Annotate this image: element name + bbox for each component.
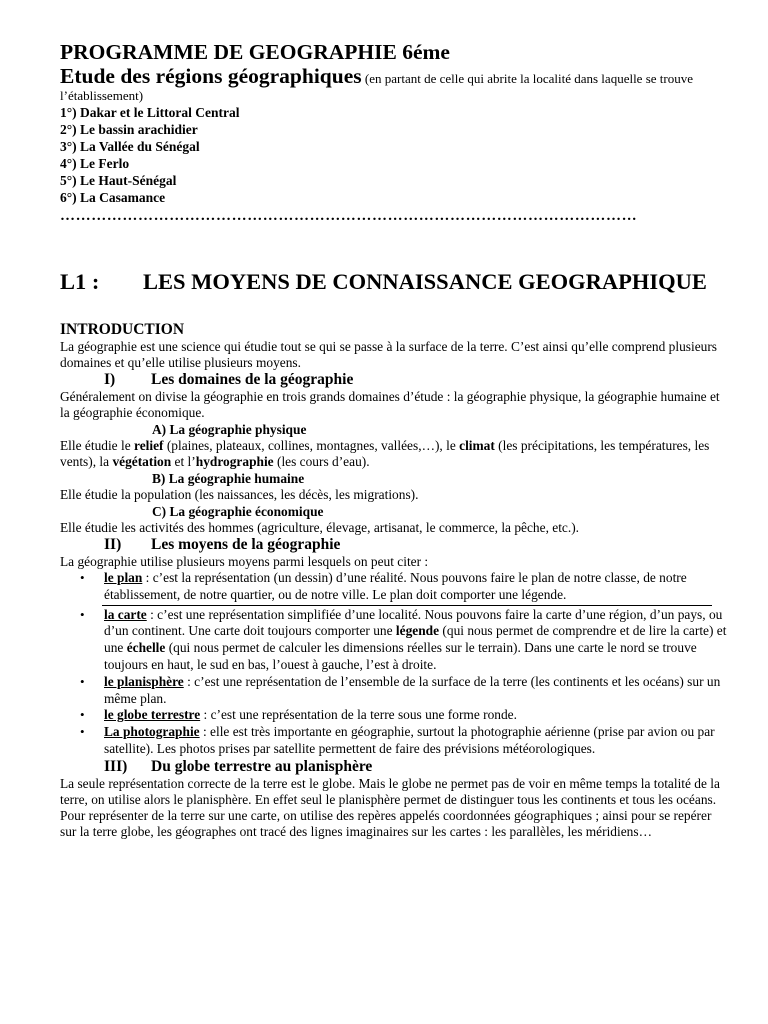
regions-list — [60, 104, 728, 206]
section-3-paragraph-2: Pour représenter de la terre sur une carte, on utilise des repères appelés coordonnées géographiques ; ainsi pour se repérer sur la terre globe, les géographes ont tracé des lignes imaginaires sur les cartes : les parallèles, les méridiens… — [60, 807, 712, 839]
region-item: 2°) Le bassin arachidier — [60, 122, 198, 137]
text-run: (qui nous permet de calculer les dimensions réelles sur le terrain). Dans une carte le nord se trouve toujours en haut, le sud en bas, l’ouest à gauche, l’est à droite. — [104, 640, 697, 672]
bullet-icon: • — [80, 707, 85, 723]
text-run: (les cours d’eau). — [273, 454, 370, 469]
intro-heading: INTRODUCTION — [60, 321, 185, 338]
subtitle-main: Etude des régions géographiques — [60, 64, 362, 88]
subsection-b-heading: B) La géographie humaine — [152, 471, 305, 486]
means-item-photo — [60, 724, 728, 758]
region-item: 1°) Dakar et le Littoral Central — [60, 105, 240, 120]
term-photo: La photographie — [104, 724, 200, 740]
keyword-vegetation: végétation — [112, 454, 172, 469]
keyword-relief: relief — [134, 438, 164, 453]
section-1-title: Les domaines de la géographie — [151, 371, 354, 388]
means-list — [60, 570, 728, 604]
means-list-continued — [60, 607, 728, 758]
text-run: (plaines, plateaux, collines, montagnes, vallées,…), le — [163, 438, 460, 453]
text-run: : elle est très importante en géographie, surtout la photographie aérienne (prise par avion ou par satellite). Les photos prises par satellite permettent de faire des prévisions météorologiques. — [104, 724, 715, 756]
intro-paragraph: La géographie est une science qui étudie tout se qui se passe à la surface de la terre. C’est ainsi qu’elle comprend plusieurs domaines et qu’elle utilise plusieurs moyens. — [60, 339, 718, 370]
section-1-heading — [104, 371, 728, 389]
region-item: 5°) Le Haut-Sénégal — [60, 173, 177, 188]
text-run: : c’est une représentation de la terre sous une forme ronde. — [200, 707, 517, 723]
subsection-c-heading: C) La géographie économique — [152, 504, 324, 519]
lesson-heading — [60, 267, 728, 296]
lesson-title: LES MOYENS DE CONNAISSANCE GEOGRAPHIQUE — [143, 269, 707, 294]
section-2-heading — [104, 536, 728, 554]
keyword-legende: légende — [395, 623, 440, 639]
section-3-paragraph-1: La seule représentation correcte de la terre est le globe. Mais le globe ne permet pas de voir en même temps la totalité de la terre, on utilise alors le planisphère. En effet seul le planisphère permet de distinguer tous les continents et tous les océans. — [60, 775, 720, 807]
section-2-number: II) — [104, 536, 122, 553]
section-3-number: III) — [104, 757, 128, 775]
region-item: 3°) La Vallée du Sénégal — [60, 139, 200, 154]
text-run: : c’est la représentation (un dessin) d’une réalité. Nous pouvons faire le plan de notre classe, de notre établissement, de notre quartier, ou de notre ville. Le plan doit comporter une légende. — [104, 570, 687, 602]
bullet-icon: • — [80, 606, 85, 622]
section-3-heading — [104, 758, 728, 776]
text-run: et l’ — [171, 454, 196, 469]
section-2-paragraph: La géographie utilise plusieurs moyens parmi lesquels on peut citer : — [60, 554, 429, 569]
text-run: : c’est une représentation de l’ensemble de la surface de la terre (les continents et les océans) sur un même plan. — [104, 673, 721, 706]
means-item-globe — [60, 707, 728, 724]
horizontal-rule — [102, 605, 712, 606]
term-globe: le globe terrestre — [104, 707, 201, 723]
bullet-icon: • — [80, 724, 85, 740]
subsection-a-heading: A) La géographie physique — [152, 422, 307, 437]
lesson-number: L1 : — [60, 269, 100, 294]
program-title: PROGRAMME DE GEOGRAPHIE 6éme — [60, 40, 450, 64]
region-item: 4°) Le Ferlo — [60, 156, 130, 171]
section-1-number: I) — [104, 371, 116, 388]
subsection-b-paragraph: Elle étudie la population (les naissances, les décès, les migrations). — [60, 487, 419, 502]
program-subtitle — [60, 65, 728, 104]
subsection-a-paragraph — [60, 438, 728, 470]
term-planisphere: le planisphère — [104, 673, 184, 689]
region-item: 6°) La Casamance — [60, 190, 166, 205]
text-run: (les précipitations, les températures, les vents), la — [60, 438, 710, 469]
keyword-echelle: échelle — [126, 640, 166, 656]
text-run: (qui nous permet de comprendre et de lire la carte) et une — [104, 623, 727, 656]
term-carte: la carte — [104, 606, 147, 622]
section-2-title: Les moyens de la géographie — [151, 536, 341, 553]
bullet-icon: • — [80, 570, 85, 585]
term-plan: le plan — [104, 570, 143, 585]
bullet-icon: • — [80, 673, 85, 689]
text-run: Elle étudie le — [60, 438, 134, 453]
text-run: : c’est une représentation simplifiée d’une localité. Nous pouvons faire la carte d’une région, d’un pays, ou d’un continent. Une carte doit toujours comporter une — [104, 606, 723, 639]
keyword-climat: climat — [459, 438, 495, 453]
means-item-planisphere — [60, 674, 728, 708]
keyword-hydrographie: hydrographie — [195, 454, 274, 469]
subtitle-note: (en partant de celle qui abrite la localité dans laquelle se trouve l’établissement) — [60, 71, 693, 103]
subsection-c-paragraph: Elle étudie les activités des hommes (agriculture, élevage, artisanat, le commerce, la pêche, etc.). — [60, 520, 580, 535]
section-1-paragraph: Généralement on divise la géographie en trois grands domaines d’étude : la géographie physique, la géographie humaine et la géographie économique. — [60, 389, 720, 420]
means-item-plan — [60, 570, 728, 604]
means-item-carte — [60, 607, 728, 674]
section-3-title: Du globe terrestre au planisphère — [151, 757, 373, 775]
dotted-separator: ………………………………………………………………………………………………… — [60, 208, 638, 224]
